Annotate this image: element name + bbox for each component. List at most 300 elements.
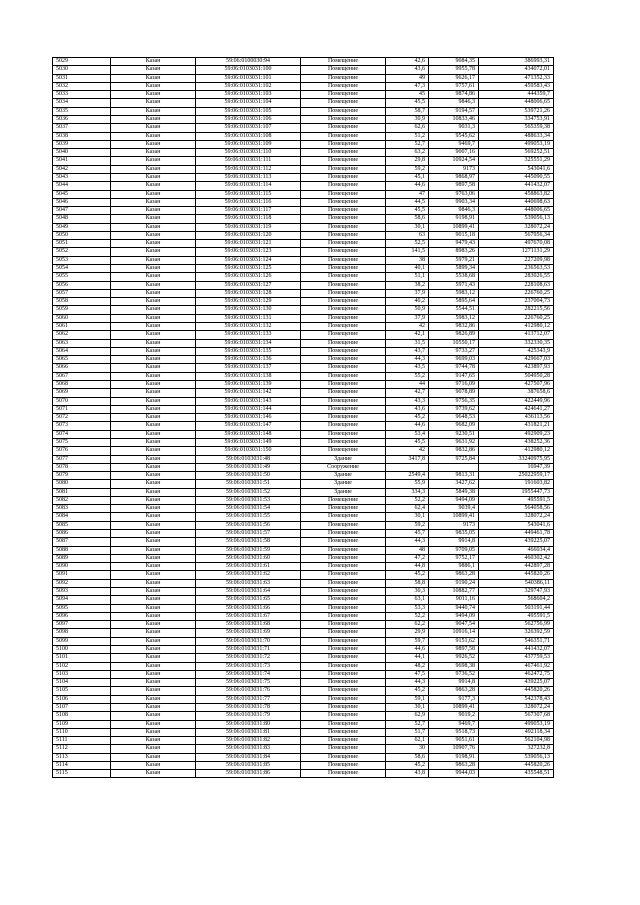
cadastral-value-cell: 499053,19 <box>479 140 554 148</box>
city-cell: Казан <box>111 761 196 769</box>
city-cell: Казан <box>111 265 196 273</box>
table-row <box>53 703 554 711</box>
cadastral-value-cell: 562756,99 <box>479 621 554 629</box>
unit-price-cell: 9744,78 <box>429 364 479 372</box>
unit-price-cell: 9047,54 <box>429 621 479 629</box>
area-cell: 42,7 <box>386 389 429 397</box>
area-cell: 37,9 <box>386 314 429 322</box>
row-number-cell: 5054 <box>53 265 111 273</box>
cadastral-value-cell: 1271131,29 <box>479 248 554 256</box>
table-row <box>53 306 554 314</box>
area-cell: 30,1 <box>386 513 429 521</box>
cadastral-value-cell: 492909,23 <box>479 430 554 438</box>
cadastral-value-cell: 459583,43 <box>479 82 554 90</box>
cadastral-value-cell: 445820,26 <box>479 687 554 695</box>
city-cell: Казан <box>111 215 196 223</box>
cadastral-value-cell: 325551,29 <box>479 157 554 165</box>
unit-price-cell: 9031,3 <box>429 124 479 132</box>
row-number-cell: 5047 <box>53 207 111 215</box>
row-number-cell: 5042 <box>53 165 111 173</box>
cadastral-value-cell: 439225,07 <box>479 538 554 546</box>
cadastral-value-cell: 427507,96 <box>479 380 554 388</box>
cadastral-value-cell: 467461,92 <box>479 662 554 670</box>
object-type-cell: Помещение <box>301 438 386 446</box>
cadastral-number-cell: 59:06:0103031:62 <box>196 571 301 579</box>
area-cell: 52,7 <box>386 720 429 728</box>
cadastral-number-cell: 59:06:0103031:80 <box>196 720 301 728</box>
cadastral-number-cell: 59:06:0103031:63 <box>196 579 301 587</box>
row-number-cell: 5088 <box>53 546 111 554</box>
city-cell: Казан <box>111 505 196 513</box>
area-cell: 47 <box>386 190 429 198</box>
unit-price-cell: 9733,27 <box>429 347 479 355</box>
object-type-cell: Помещение <box>301 248 386 256</box>
unit-price-cell: 9886,1 <box>429 563 479 571</box>
cadastral-value-cell: 226760,25 <box>479 314 554 322</box>
area-cell: 51,2 <box>386 132 429 140</box>
cadastral-value-cell: 568604,2 <box>479 596 554 604</box>
row-number-cell: 5038 <box>53 132 111 140</box>
cadastral-number-cell: 59:06:0103031:126 <box>196 273 301 281</box>
cadastral-value-cell: 499053,19 <box>479 720 554 728</box>
area-cell: 47,3 <box>386 82 429 90</box>
row-number-cell: 5076 <box>53 447 111 455</box>
cadastral-number-cell: 59:06:0103031:48 <box>196 455 301 463</box>
table-row <box>53 389 554 397</box>
table-row <box>53 645 554 653</box>
city-cell: Казан <box>111 703 196 711</box>
cadastral-number-cell: 59:06:0103031:117 <box>196 207 301 215</box>
area-cell: 45,7 <box>386 530 429 538</box>
object-type-cell: Помещение <box>301 654 386 662</box>
cadastral-value-cell: 569252,51 <box>479 149 554 157</box>
cadastral-number-cell: 59:06:0100030:94 <box>196 58 301 66</box>
row-number-cell: 5092 <box>53 579 111 587</box>
object-type-cell: Помещение <box>301 107 386 115</box>
city-cell: Казан <box>111 422 196 430</box>
city-cell: Казан <box>111 314 196 322</box>
unit-price-cell: 9832,86 <box>429 323 479 331</box>
unit-price-cell: 9826,89 <box>429 331 479 339</box>
table-row <box>53 91 554 99</box>
row-number-cell: 5029 <box>53 58 111 66</box>
area-cell: 59,2 <box>386 521 429 529</box>
unit-price-cell: 9955,78 <box>429 66 479 74</box>
unit-price-cell: 9469,7 <box>429 720 479 728</box>
cadastral-number-cell: 59:06:0103031:144 <box>196 405 301 413</box>
unit-price-cell: 9648,53 <box>429 414 479 422</box>
area-cell: 62,9 <box>386 712 429 720</box>
cadastral-value-cell: 442897,28 <box>479 563 554 571</box>
object-type-cell: Помещение <box>301 538 386 546</box>
row-number-cell: 5086 <box>53 530 111 538</box>
cadastral-number-cell: 59:06:0103031:49 <box>196 463 301 471</box>
table-row <box>53 579 554 587</box>
unit-price-cell: 10550,17 <box>429 339 479 347</box>
row-number-cell: 5035 <box>53 107 111 115</box>
cadastral-number-cell: 59:06:0103031:118 <box>196 215 301 223</box>
cadastral-number-cell: 59:06:0103031:58 <box>196 538 301 546</box>
row-number-cell: 5110 <box>53 728 111 736</box>
cadastral-value-cell: 449461,78 <box>479 530 554 538</box>
city-cell: Казан <box>111 273 196 281</box>
table-row <box>53 323 554 331</box>
area-cell: 47,5 <box>386 670 429 678</box>
table-row <box>53 149 554 157</box>
object-type-cell: Помещение <box>301 207 386 215</box>
object-type-cell: Помещение <box>301 173 386 181</box>
row-number-cell: 5031 <box>53 74 111 82</box>
cadastral-number-cell: 59:06:0103031:135 <box>196 347 301 355</box>
cadastral-number-cell: 59:06:0103031:86 <box>196 770 301 778</box>
object-type-cell: Здание <box>301 455 386 463</box>
cadastral-value-cell: 227209,98 <box>479 256 554 264</box>
object-type-cell: Помещение <box>301 720 386 728</box>
object-type-cell: Помещение <box>301 645 386 653</box>
object-type-cell: Помещение <box>301 621 386 629</box>
area-cell: 44,6 <box>386 422 429 430</box>
cadastral-value-cell: 326392,59 <box>479 629 554 637</box>
city-cell: Казан <box>111 157 196 165</box>
city-cell: Казан <box>111 165 196 173</box>
cadastral-value-cell: 387658,6 <box>479 389 554 397</box>
cadastral-number-cell: 59:06:0103031:53 <box>196 496 301 504</box>
city-cell: Казан <box>111 231 196 239</box>
city-cell: Казан <box>111 679 196 687</box>
city-cell: Казан <box>111 447 196 455</box>
table-row <box>53 770 554 778</box>
cadastral-value-cell: 435548,51 <box>479 770 554 778</box>
unit-price-cell: 9897,58 <box>429 645 479 653</box>
city-cell: Казан <box>111 347 196 355</box>
cadastral-value-cell: 466034,4 <box>479 546 554 554</box>
cadastral-number-cell: 59:06:0103031:59 <box>196 546 301 554</box>
row-number-cell: 5070 <box>53 397 111 405</box>
cadastral-number-cell: 59:06:0103031:103 <box>196 91 301 99</box>
object-type-cell: Помещение <box>301 115 386 123</box>
city-cell: Казан <box>111 66 196 74</box>
object-type-cell: Помещение <box>301 637 386 645</box>
area-cell: 42,6 <box>386 58 429 66</box>
area-cell: 59,1 <box>386 695 429 703</box>
cadastral-value-cell: 332330,35 <box>479 339 554 347</box>
cadastral-number-cell: 59:06:0103031:71 <box>196 645 301 653</box>
row-number-cell: 5064 <box>53 347 111 355</box>
unit-price-cell: 9469,7 <box>429 140 479 148</box>
object-type-cell: Помещение <box>301 513 386 521</box>
cadastral-number-cell: 59:06:0103031:107 <box>196 124 301 132</box>
row-number-cell: 5082 <box>53 496 111 504</box>
object-type-cell: Помещение <box>301 447 386 455</box>
object-type-cell: Помещение <box>301 712 386 720</box>
city-cell: Казан <box>111 737 196 745</box>
table-row <box>53 157 554 165</box>
table-row <box>53 447 554 455</box>
unit-price-cell: 9626,17 <box>429 74 479 82</box>
city-cell: Казан <box>111 438 196 446</box>
object-type-cell: Сооружение <box>301 463 386 471</box>
area-cell: 58,7 <box>386 107 429 115</box>
unit-price-cell: 9151,62 <box>429 637 479 645</box>
city-cell: Казан <box>111 389 196 397</box>
area-cell: 44,8 <box>386 563 429 571</box>
cadastral-number-cell: 59:06:0103031:125 <box>196 265 301 273</box>
row-number-cell: 5055 <box>53 273 111 281</box>
cadastral-number-cell: 59:06:0103031:131 <box>196 314 301 322</box>
object-type-cell: Помещение <box>301 380 386 388</box>
unit-price-cell: 9173 <box>429 165 479 173</box>
city-cell: Казан <box>111 306 196 314</box>
area-cell: 45,5 <box>386 438 429 446</box>
object-type-cell: Помещение <box>301 761 386 769</box>
city-cell: Казан <box>111 455 196 463</box>
area-cell: 62,6 <box>386 124 429 132</box>
area-cell: 43,3 <box>386 397 429 405</box>
unit-price-cell: 5849,38 <box>429 488 479 496</box>
row-number-cell: 5107 <box>53 703 111 711</box>
unit-price-cell: 10916,14 <box>429 629 479 637</box>
object-type-cell: Помещение <box>301 505 386 513</box>
object-type-cell: Помещение <box>301 66 386 74</box>
cadastral-value-cell: 440698,63 <box>479 198 554 206</box>
table-row <box>53 380 554 388</box>
row-number-cell: 5098 <box>53 629 111 637</box>
cadastral-value-cell: 436113,56 <box>479 414 554 422</box>
unit-price-cell: 5895,64 <box>429 298 479 306</box>
table-row <box>53 720 554 728</box>
cadastral-number-cell: 59:06:0103031:146 <box>196 414 301 422</box>
city-cell: Казан <box>111 720 196 728</box>
table-row <box>53 347 554 355</box>
area-cell: 44,6 <box>386 645 429 653</box>
unit-price-cell: 10833,46 <box>429 115 479 123</box>
cadastral-number-cell: 59:06:0103031:127 <box>196 281 301 289</box>
unit-price-cell: 10899,41 <box>429 703 479 711</box>
cadastral-value-cell: 462472,75 <box>479 670 554 678</box>
cadastral-number-cell: 59:06:0103031:114 <box>196 182 301 190</box>
unit-price-cell: 9863,28 <box>429 571 479 579</box>
row-number-cell: 5081 <box>53 488 111 496</box>
unit-price-cell: 9874,86 <box>429 91 479 99</box>
area-cell: 30,3 <box>386 588 429 596</box>
cadastral-value-cell: 471352,33 <box>479 74 554 82</box>
cadastral-value-cell: 283026,55 <box>479 273 554 281</box>
object-type-cell: Помещение <box>301 588 386 596</box>
unit-price-cell: 9863,28 <box>429 687 479 695</box>
object-type-cell: Помещение <box>301 265 386 273</box>
area-cell: 58,6 <box>386 215 429 223</box>
object-type-cell: Помещение <box>301 182 386 190</box>
row-number-cell: 5030 <box>53 66 111 74</box>
row-number-cell: 5063 <box>53 339 111 347</box>
cadastral-number-cell: 59:06:0103031:133 <box>196 331 301 339</box>
object-type-cell: Здание <box>301 480 386 488</box>
object-type-cell: Помещение <box>301 256 386 264</box>
object-type-cell: Помещение <box>301 314 386 322</box>
row-number-cell: 5068 <box>53 380 111 388</box>
city-cell: Казан <box>111 115 196 123</box>
table-row <box>53 761 554 769</box>
cadastral-value-cell: 504950,28 <box>479 372 554 380</box>
table-body <box>53 58 554 778</box>
cadastral-number-cell: 59:06:0103031:69 <box>196 629 301 637</box>
area-cell: 40,1 <box>386 265 429 273</box>
object-type-cell: Помещение <box>301 530 386 538</box>
table-row <box>53 662 554 670</box>
area-cell: 59,2 <box>386 165 429 173</box>
city-cell: Казан <box>111 380 196 388</box>
city-cell: Казан <box>111 612 196 620</box>
table-row <box>53 74 554 82</box>
row-number-cell: 5043 <box>53 173 111 181</box>
cadastral-number-cell: 59:06:0103031:50 <box>196 472 301 480</box>
city-cell: Казан <box>111 563 196 571</box>
cadastral-number-cell: 59:06:0103031:60 <box>196 554 301 562</box>
city-cell: Казан <box>111 107 196 115</box>
cadastral-value-cell: 441432,07 <box>479 182 554 190</box>
area-cell: 52,2 <box>386 612 429 620</box>
unit-price-cell: 9903,34 <box>429 198 479 206</box>
cadastral-value-cell: 429667,03 <box>479 356 554 364</box>
row-number-cell: 5067 <box>53 372 111 380</box>
city-cell: Казан <box>111 604 196 612</box>
cadastral-value-cell: 431821,21 <box>479 422 554 430</box>
table-row <box>53 629 554 637</box>
area-cell: 43,6 <box>386 66 429 74</box>
cadastral-number-cell: 59:06:0103031:136 <box>196 356 301 364</box>
table-row <box>53 472 554 480</box>
area-cell: 55,9 <box>386 480 429 488</box>
unit-price-cell: 9709,05 <box>429 546 479 554</box>
area-cell: 3417,8 <box>386 455 429 463</box>
cadastral-value-cell: 425343,9 <box>479 347 554 355</box>
object-type-cell: Помещение <box>301 331 386 339</box>
table-row <box>53 530 554 538</box>
row-number-cell: 5077 <box>53 455 111 463</box>
object-type-cell: Здание <box>301 472 386 480</box>
row-number-cell: 5061 <box>53 323 111 331</box>
cadastral-value-cell: 191603,82 <box>479 480 554 488</box>
unit-price-cell: 9194,57 <box>429 107 479 115</box>
city-cell: Казан <box>111 364 196 372</box>
area-cell: 44,3 <box>386 679 429 687</box>
table-row <box>53 314 554 322</box>
row-number-cell: 5074 <box>53 430 111 438</box>
cadastral-number-cell: 59:06:0103031:129 <box>196 298 301 306</box>
cadastral-value-cell: 437759,53 <box>479 654 554 662</box>
row-number-cell: 5072 <box>53 414 111 422</box>
cadastral-number-cell: 59:06:0103031:143 <box>196 397 301 405</box>
cadastral-value-cell: 567307,68 <box>479 712 554 720</box>
cadastral-value-cell: 33240975,95 <box>479 455 554 463</box>
cadastral-value-cell: 441432,07 <box>479 645 554 653</box>
cadastral-value-cell: 539056,13 <box>479 215 554 223</box>
area-cell: 43,7 <box>386 347 429 355</box>
unit-price-cell: 9230,51 <box>429 430 479 438</box>
table-row <box>53 521 554 529</box>
row-number-cell: 5108 <box>53 712 111 720</box>
cadastral-number-cell: 59:06:0103031:65 <box>196 596 301 604</box>
row-number-cell: 5102 <box>53 662 111 670</box>
table-row <box>53 654 554 662</box>
table-row <box>53 687 554 695</box>
cadastral-value-cell: 1955447,73 <box>479 488 554 496</box>
cadastral-value-cell: 236563,53 <box>479 265 554 273</box>
object-type-cell: Помещение <box>301 422 386 430</box>
table-row <box>53 405 554 413</box>
cadastral-number-cell: 59:06:0103031:85 <box>196 761 301 769</box>
cadastral-number-cell: 59:06:0103031:142 <box>196 389 301 397</box>
cadastral-value-cell: 329747,93 <box>479 588 554 596</box>
cadastral-number-cell: 59:06:0103031:111 <box>196 157 301 165</box>
city-cell: Казан <box>111 397 196 405</box>
row-number-cell: 5039 <box>53 140 111 148</box>
row-number-cell: 5090 <box>53 563 111 571</box>
city-cell: Казан <box>111 654 196 662</box>
cadastral-value-cell: 434072,01 <box>479 66 554 74</box>
table-row <box>53 612 554 620</box>
city-cell: Казан <box>111 728 196 736</box>
cadastral-value-cell: 495591,5 <box>479 612 554 620</box>
table-row <box>53 265 554 273</box>
cadastral-number-cell: 59:06:0103031:106 <box>196 115 301 123</box>
unit-price-cell: 9545,62 <box>429 132 479 140</box>
city-cell: Казан <box>111 513 196 521</box>
cadastral-value-cell: 237004,73 <box>479 298 554 306</box>
cadastral-number-cell: 59:06:0103031:67 <box>196 612 301 620</box>
object-type-cell: Помещение <box>301 687 386 695</box>
cadastral-number-cell: 59:06:0103031:139 <box>196 380 301 388</box>
city-cell: Казан <box>111 99 196 107</box>
area-cell: 44 <box>386 380 429 388</box>
unit-price-cell: 9198,91 <box>429 753 479 761</box>
city-cell: Казан <box>111 571 196 579</box>
row-number-cell: 5040 <box>53 149 111 157</box>
cadastral-number-cell: 59:06:0103031:134 <box>196 339 301 347</box>
row-number-cell: 5078 <box>53 463 111 471</box>
unit-price-cell: 5899,34 <box>429 265 479 273</box>
object-type-cell: Помещение <box>301 364 386 372</box>
row-number-cell: 5094 <box>53 596 111 604</box>
table-row <box>53 66 554 74</box>
object-type-cell: Помещение <box>301 281 386 289</box>
cadastral-number-cell: 59:06:0103031:124 <box>196 256 301 264</box>
cadastral-value-cell: 460302,42 <box>479 554 554 562</box>
cadastral-number-cell: 59:06:0103031:57 <box>196 530 301 538</box>
object-type-cell: Помещение <box>301 414 386 422</box>
unit-price-cell: 9736,52 <box>429 670 479 678</box>
area-cell: 62,1 <box>386 737 429 745</box>
cadastral-value-cell: 495591,5 <box>479 496 554 504</box>
cadastral-value-cell: 334753,91 <box>479 115 554 123</box>
object-type-cell: Помещение <box>301 662 386 670</box>
unit-price-cell: 9011,16 <box>429 596 479 604</box>
city-cell: Казан <box>111 770 196 778</box>
object-type-cell: Помещение <box>301 323 386 331</box>
table-row <box>53 621 554 629</box>
cadastral-number-cell: 59:06:0103031:105 <box>196 107 301 115</box>
city-cell: Казан <box>111 240 196 248</box>
unit-price-cell: 5538,68 <box>429 273 479 281</box>
table-row <box>53 679 554 687</box>
row-number-cell: 5106 <box>53 695 111 703</box>
object-type-cell: Помещение <box>301 579 386 587</box>
table-row <box>53 695 554 703</box>
cadastral-value-cell: 539721,26 <box>479 107 554 115</box>
row-number-cell: 5113 <box>53 753 111 761</box>
unit-price-cell: 9039,4 <box>429 505 479 513</box>
area-cell <box>386 463 429 471</box>
